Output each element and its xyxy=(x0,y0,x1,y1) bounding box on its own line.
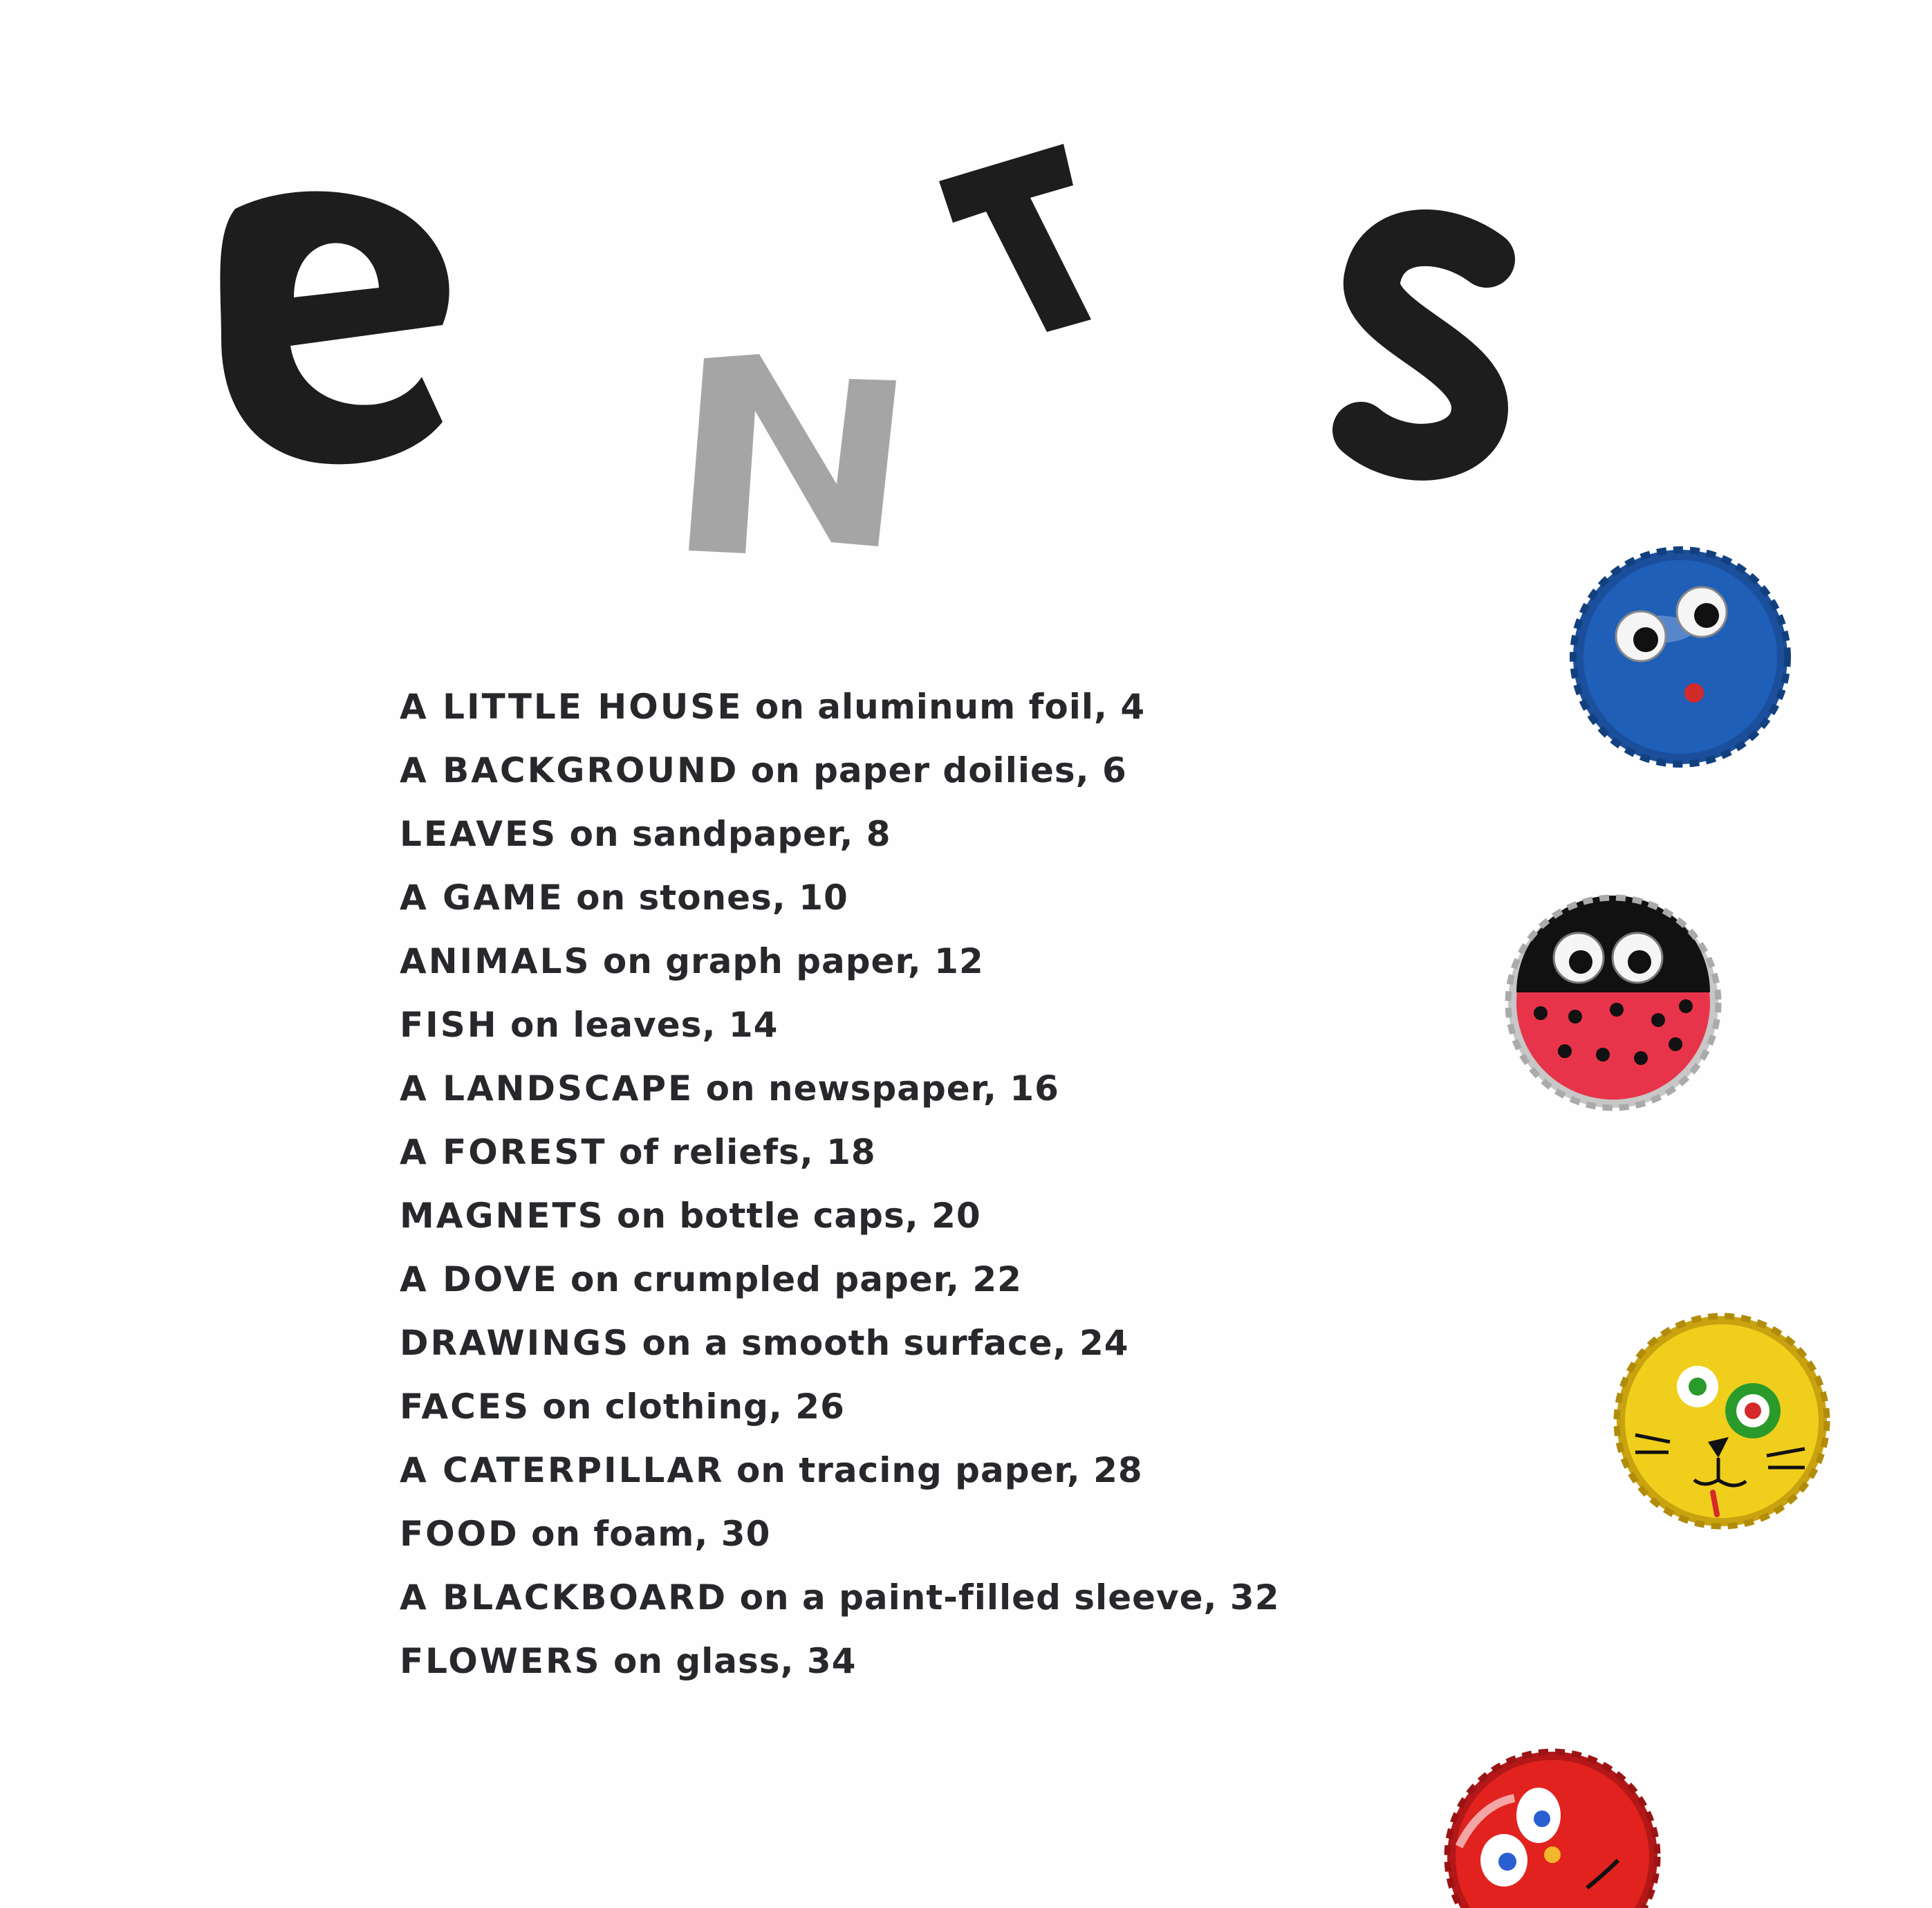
toc-entry[interactable] xyxy=(400,1566,1280,1629)
toc-entry[interactable] xyxy=(400,1629,1280,1693)
toc-detail: on stones, 10 xyxy=(576,878,848,918)
cutout-letter-t xyxy=(939,144,1091,332)
bottle-cap-ladybug-icon xyxy=(1499,889,1727,1117)
toc-detail: on glass, 34 xyxy=(613,1641,857,1681)
toc-subject: ANIMALS xyxy=(400,941,591,981)
toc-subject: FACES xyxy=(400,1387,530,1427)
toc-detail: on newspaper, 16 xyxy=(705,1068,1059,1109)
toc-subject: A FOREST xyxy=(400,1132,607,1172)
toc-detail: on a smooth surface, 24 xyxy=(642,1323,1129,1363)
toc-entry[interactable] xyxy=(400,1120,1280,1184)
toc-detail: on paper doilies, 6 xyxy=(750,750,1127,790)
toc-detail: on crumpled paper, 22 xyxy=(570,1259,1022,1299)
cutout-letter-n xyxy=(689,354,896,553)
toc-entry[interactable] xyxy=(400,739,1280,802)
cutout-letter-s xyxy=(1361,238,1487,452)
toc-subject: A LANDSCAPE xyxy=(400,1068,694,1109)
title-cutout-letters xyxy=(0,0,1932,622)
toc-entry[interactable] xyxy=(400,866,1280,929)
toc-entry[interactable] xyxy=(400,929,1280,993)
bottle-cap-blue-face-icon xyxy=(1563,539,1798,775)
toc-subject: A BACKGROUND xyxy=(400,750,739,790)
toc-detail: on clothing, 26 xyxy=(542,1387,845,1427)
bottle-cap-yellow-cat-icon xyxy=(1608,1307,1836,1535)
toc-subject: DRAWINGS xyxy=(400,1323,631,1363)
bottle-cap-red-face-icon xyxy=(1438,1743,1666,1908)
toc-entry[interactable] xyxy=(400,1375,1280,1438)
toc-subject: A BLACKBOARD xyxy=(400,1577,728,1618)
toc-detail: on a paint-filled sleeve, 32 xyxy=(739,1577,1280,1618)
toc-detail: on tracing paper, 28 xyxy=(736,1450,1143,1490)
cutout-letter-e xyxy=(220,192,449,465)
toc-detail: on leaves, 14 xyxy=(510,1005,779,1045)
toc-subject: A CATERPILLAR xyxy=(400,1450,725,1490)
toc-entry[interactable] xyxy=(400,1057,1280,1120)
toc-entry[interactable] xyxy=(400,1438,1280,1502)
table-of-contents xyxy=(400,675,1280,1693)
toc-detail: on aluminum foil, 4 xyxy=(754,687,1146,727)
toc-entry[interactable] xyxy=(400,1502,1280,1566)
toc-entry[interactable] xyxy=(400,802,1280,866)
toc-entry[interactable] xyxy=(400,1248,1280,1311)
toc-detail: on graph paper, 12 xyxy=(602,941,984,981)
toc-detail: of reliefs, 18 xyxy=(618,1132,876,1172)
toc-detail: on bottle caps, 20 xyxy=(617,1196,981,1236)
toc-subject: A DOVE xyxy=(400,1259,559,1299)
toc-subject: A GAME xyxy=(400,878,564,918)
toc-entry[interactable] xyxy=(400,1311,1280,1375)
toc-detail: on sandpaper, 8 xyxy=(569,814,891,854)
toc-subject: LEAVES xyxy=(400,814,558,854)
toc-entry[interactable] xyxy=(400,1184,1280,1248)
toc-subject: MAGNETS xyxy=(400,1196,605,1236)
toc-detail: on foam, 30 xyxy=(531,1514,771,1554)
toc-subject: FOOD xyxy=(400,1514,519,1554)
toc-subject: FISH xyxy=(400,1005,499,1045)
toc-subject: A LITTLE HOUSE xyxy=(400,687,743,727)
toc-entry[interactable] xyxy=(400,675,1280,739)
toc-entry[interactable] xyxy=(400,993,1280,1057)
toc-subject: FLOWERS xyxy=(400,1641,602,1681)
